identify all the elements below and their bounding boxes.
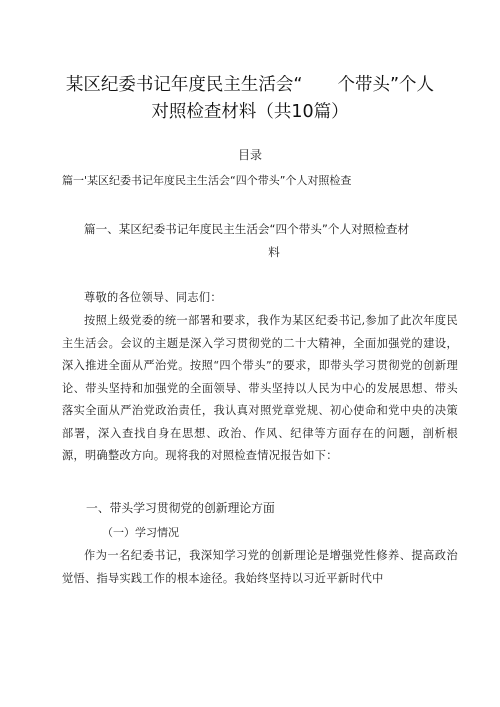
toc-heading: 目录 xyxy=(237,148,262,162)
salutation xyxy=(62,287,458,310)
document-title-line-2: 对照检查材料（共10篇） xyxy=(151,102,349,122)
section-heading xyxy=(84,218,464,264)
paragraph-1: 按照上级党委的统一部署和要求，我作为某区纪委书记,参加了此次年度民主生活会。会议的主题是深入学习贯彻党的二十大精神，全面加强党的建设，深入推进全面从严治党。按照“四个带头”的要求，即带头学习贯彻党的创新理论、带头坚持和加强党的全面领导、带头坚持以人民为中心的发展思想、带头落实全面从严治党政治责任，我认真对照党章党规、初心使命和党中央的决策部署，深入查找自身在思想、政治、作风、纪律等方面存在的问题，剖析根源，明确整改方向。现将我的对照检查情况报告如下： xyxy=(62,314,458,462)
salutation-text: 尊敬的各位领导、同志们： xyxy=(84,291,222,304)
paragraph-2: 作为一名纪委书记，我深知学习党的创新理论是增强党性修养、提高政治觉悟、指导实践工作的根本途径。我始终坚持以习近平新时代中 xyxy=(62,549,458,585)
section-heading-line-2: 料 xyxy=(268,245,280,259)
section-heading-line-1: 篇一、某区纪委书记年度民主生活会“四个带头”个人对照检查材 xyxy=(84,222,410,236)
toc-item-1[interactable]: 篇一'某区纪委书记年度民主生活会“四个带头”个人对照检查 xyxy=(62,174,352,187)
subsubheading-1: （一）学习情况 xyxy=(102,526,179,539)
subheading-1: 一、带头学习贯彻党的创新理论方面 xyxy=(86,501,275,515)
document-title-line-1: 某区纪委书记年度民主生活会“ 个带头”个人 xyxy=(65,75,435,95)
